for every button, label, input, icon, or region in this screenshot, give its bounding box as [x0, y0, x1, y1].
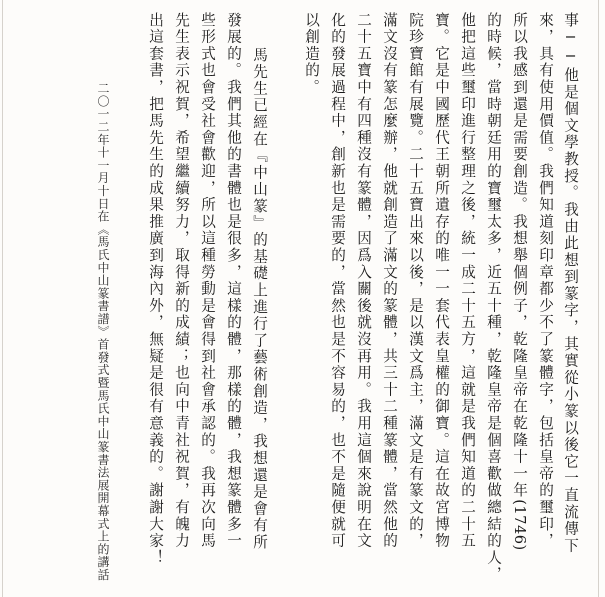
text-column-12: 馬先生已經在『中山篆』的基礎上進行了藝術創造，我想還是會有所 — [251, 47, 268, 551]
text-column-3: 所以我感到還是需要創造。我想舉個例子，乾隆皇帝在乾隆十一年(1746) — [511, 12, 528, 551]
text-column-2: 來，具有使用價值。我們知道刻印章都少不了篆體字，包括皇帝的璽印， — [537, 12, 554, 550]
text-column-5: 他把這些璽印進行整理之後，統一成二十五方，這就是我們知道的二十五 — [459, 12, 476, 550]
text-column-11: 以創造的。 — [303, 12, 320, 96]
text-column-16: 出這套書，把馬先生的成果推廣到海內外，無疑是很有意義的。謝謝大家！ — [147, 12, 164, 567]
text-column-8: 滿文沒有篆怎麼辦，他就創造了滿文的篆體，共三十二種篆體，當然他的 — [381, 12, 398, 550]
text-column-9: 二十五寶中有四種沒有篆體，因爲入關後就沒再用。我用這個來說明在文 — [355, 12, 372, 550]
text-column-1: 事──他是個文學教授。我由此想到篆字，其實從小篆以後它一直流傳下 — [562, 12, 579, 555]
text-column-15: 先生表示祝賀，希望繼續努力，取得新的成績；也向中青社祝賀，有魄力 — [173, 12, 190, 550]
text-column-6: 寶。它是中國歷代王朝所遺存的唯一一套代表皇權的御寶。這在故宮博物 — [433, 12, 450, 550]
text-column-10: 化的發展過程中，創新也是需要的，當然也是不容易的，也不是隨便就可 — [329, 12, 346, 550]
text-column-7: 院珍寶館有展覽。二十五寶出來以後，是以漢文爲主，滿文是有篆文的， — [407, 12, 424, 550]
text-column-4: 的時候，當時朝廷用的寶璽太多，近五十種，乾隆皇帝是個喜歡做總結的人， — [485, 12, 502, 584]
speech-attribution: 二〇一二年十一月十日在《馬氏中山篆書譜》首發式暨馬氏中山篆書法展開幕式上的講話 — [96, 82, 110, 582]
text-column-14: 些形式也會受社會歡迎，所以這種勞動是會得到社會承認的。我再次向馬 — [199, 12, 216, 550]
page-border-right — [598, 0, 599, 597]
text-column-13: 發展的。我們其他的書體也是很多，這樣的體，那樣的體，我想篆體多一 — [225, 12, 242, 550]
year-note: (1746) — [511, 499, 528, 551]
page-border-left — [2, 0, 3, 597]
